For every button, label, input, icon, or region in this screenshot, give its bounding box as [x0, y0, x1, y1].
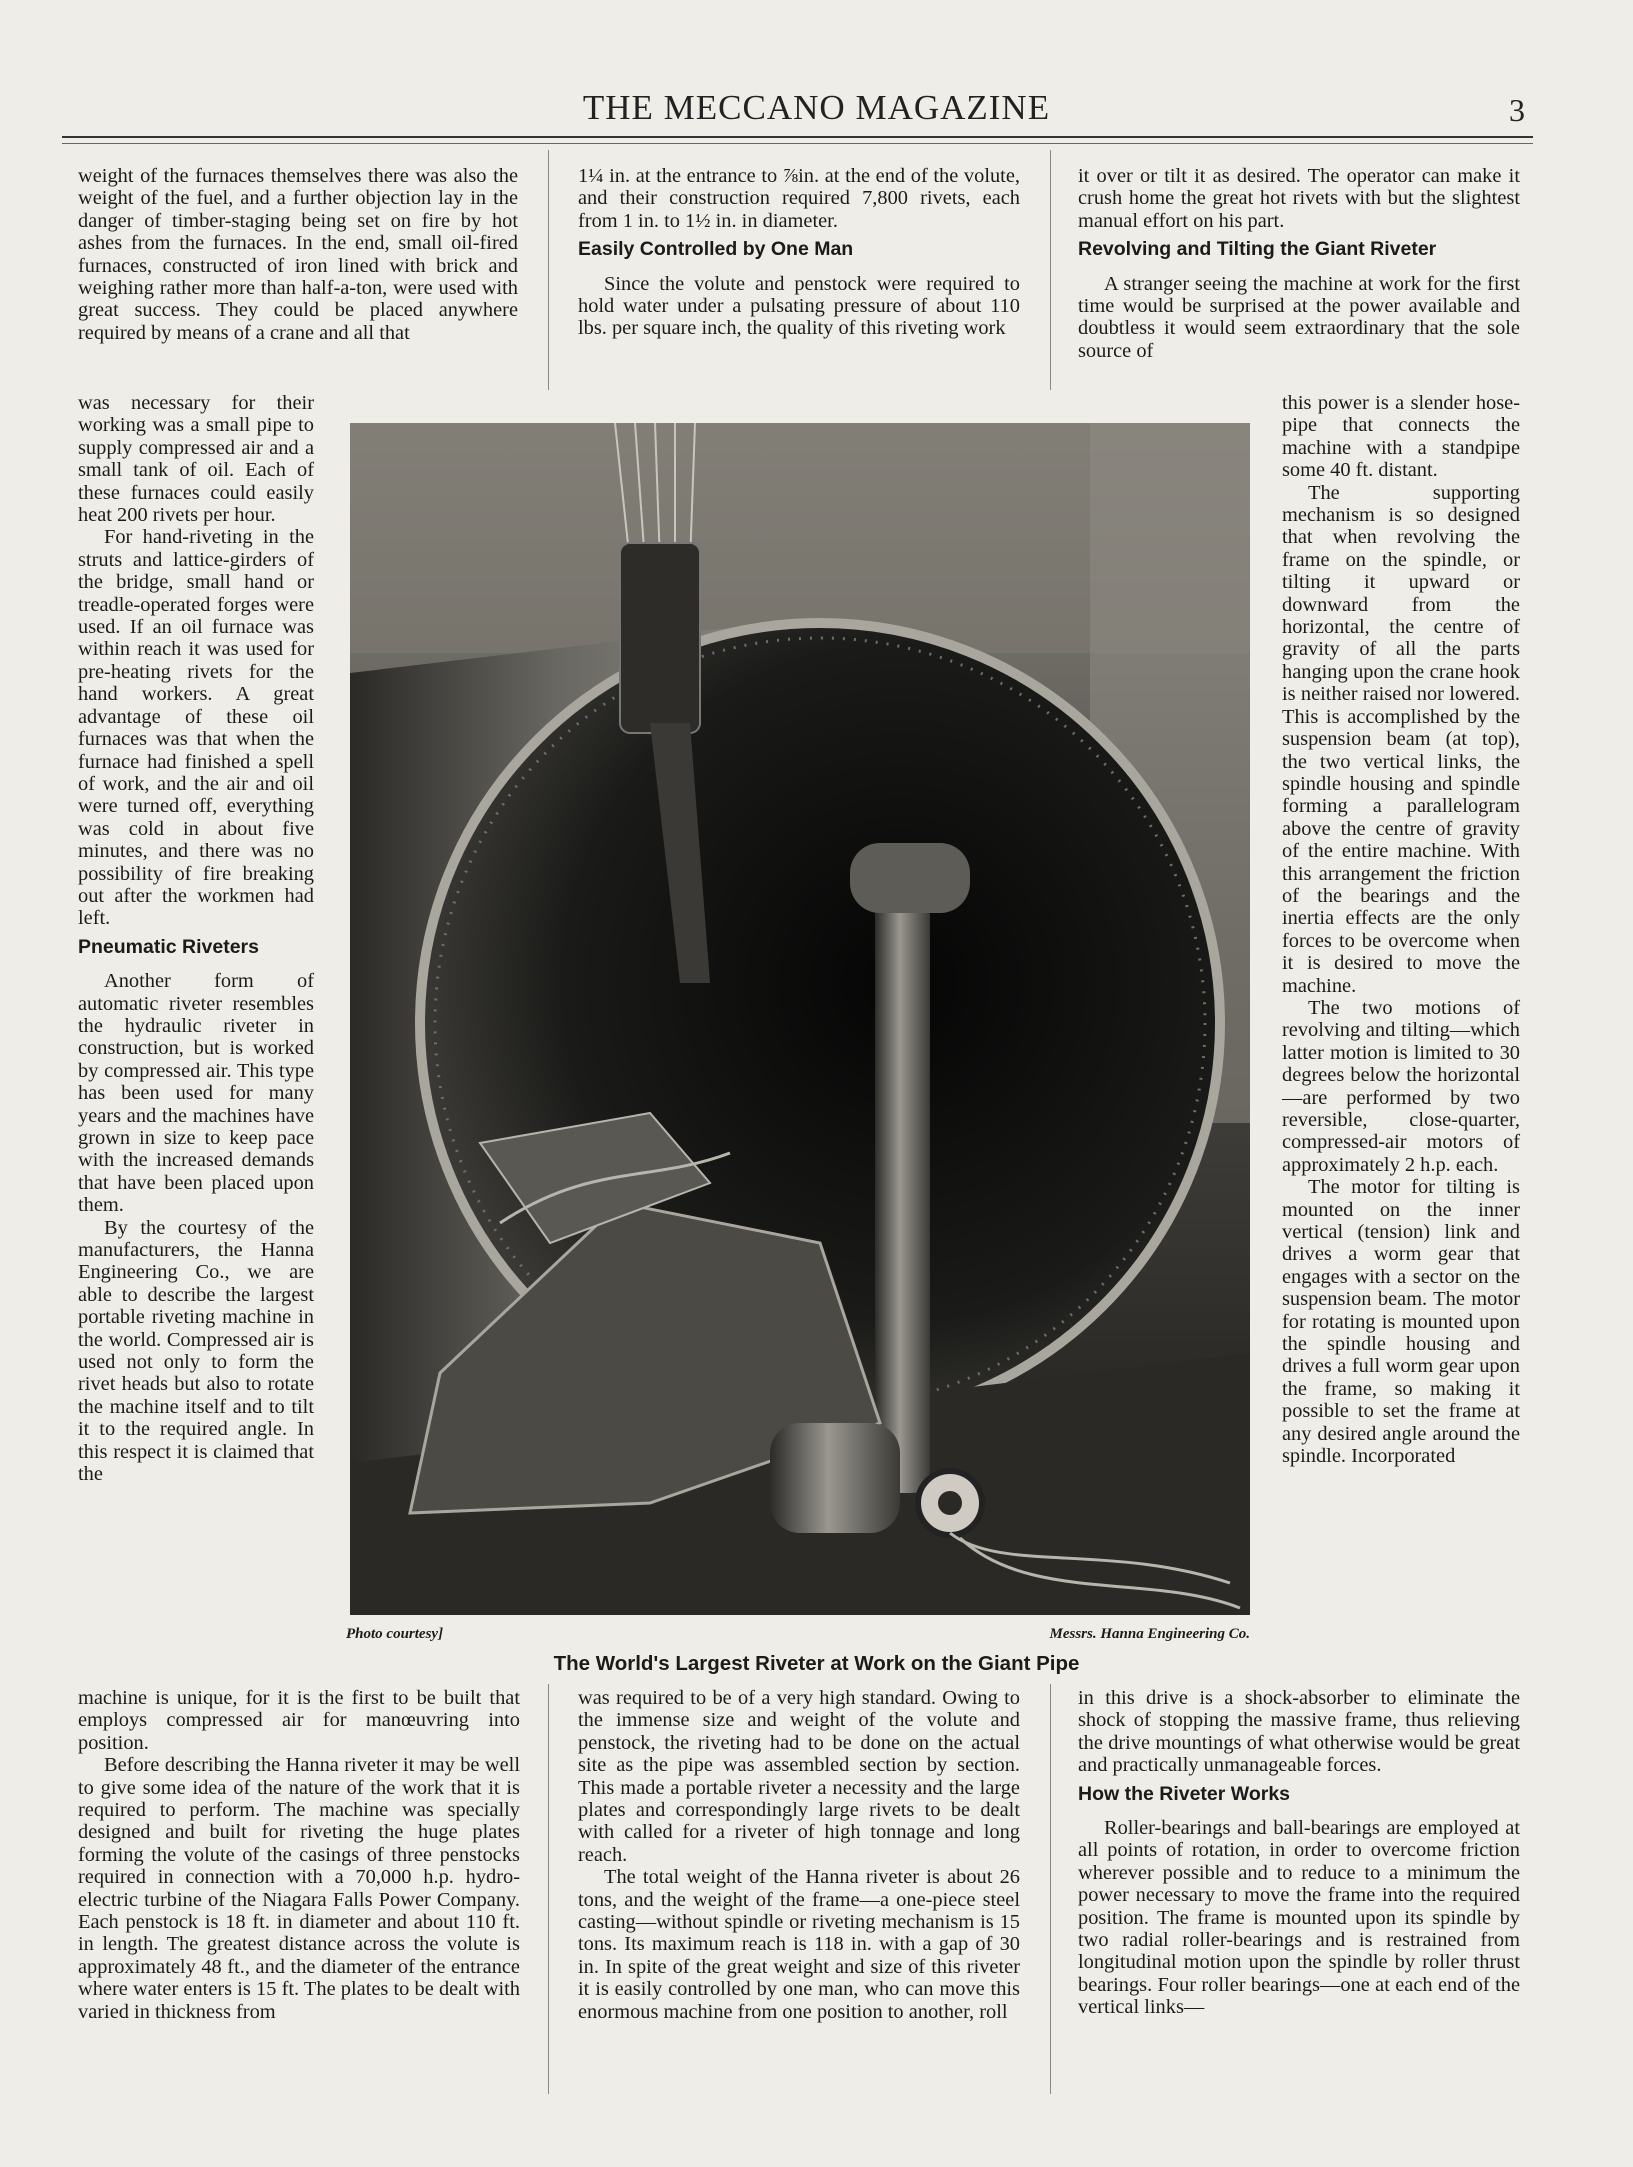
vertical-link [875, 853, 930, 1493]
paragraph: The motor for tilting is mounted on the inner vertical (tension) link and drives a worm gear that engages with a sector on the suspension beam. The motor for rotating is mounted upon the spindle housing and drives a full worm gear upon the frame, so making it possible to set the frame at any desired angle around the spindle. Incorporated [1282, 1176, 1520, 1468]
header-rule-thin [62, 143, 1533, 144]
header-rule [62, 136, 1533, 138]
paragraph: For hand-riveting in the struts and lattice-girders of the bridge, small hand or treadle-operated forges were used. If an oil furnace was within reach it was used for pre-heating rivets for the hand workers. A great advantage of these oil furnaces was that when the furnace had finished a spell of work, and the air and oil were turned off, everything was cold in about five minutes, and there was no possibility of fire breaking out after the workmen had left. [78, 526, 314, 930]
paragraph: The supporting mechanism is so designed that when revolving the frame on the spindle, or tilting it upward or downward from the horizontal, the centre of gravity of all the parts hanging upon the crane hook is neither raised nor lowered. This is accomplished by the suspension beam (at top), the two vertical links, the spindle housing and spindle forming a parallelogram above the centre of gravity of the entire machine. With this arrangement the friction of the bearings and the inertia effects are the only forces to be overcome when it is desired to move the machine. [1282, 481, 1520, 997]
motor-housing [770, 1423, 900, 1533]
vertical-link-top [850, 843, 970, 913]
paragraph: machine is unique, for it is the first to be built that employs compressed air for manœuvring into position. [78, 1687, 520, 1754]
section-heading-how-it-works: How the Riveter Works [1078, 1782, 1291, 1805]
column-divider-4 [1050, 1684, 1051, 2094]
column-2-top [578, 165, 1020, 340]
column-3-bottom [1078, 1687, 1520, 2019]
column-3-narrow [1282, 392, 1520, 1468]
paragraph: Roller-bearings and ball-bearings are employed at all points of rotation, in order to overcome friction wherever possible and to reduce to a minimum the power necessary to move the frame into the required position. The frame is mounted upon its spindle by two radial roller-bearings and is restrained from longitudinal motion upon the spindle by roller thrust bearings. Four roller bearings—one at each end of the vertical links— [1078, 1817, 1520, 2019]
column-1-bottom [78, 1687, 520, 2023]
riveter-photograph [350, 423, 1250, 1615]
paragraph: this power is a slender hose-pipe that connects the machine with a standpipe some 40 ft. distant. [1282, 392, 1520, 482]
paragraph: Since the volute and penstock were required to hold water under a pulsating pressure of about 110 lbs. per square inch, the quality of this riveting work [578, 272, 1020, 340]
paragraph: was necessary for their working was a small pipe to supply compressed air and a small tank of oil. Each of these furnaces could easily heat 200 rivets per hour. [78, 392, 314, 527]
paragraph: Another form of automatic riveter resembles the hydraulic riveter in construction, but is worked by compressed air. This type has been used for many years and the machines have grown in size to keep pace with the increased demands that have been placed upon them. [78, 970, 314, 1217]
section-heading-easily-controlled: Easily Controlled by One Man [578, 238, 854, 261]
photo-credit-left: Photo courtesy] [346, 1626, 444, 1642]
photo-credit-right: Messrs. Hanna Engineering Co. [1049, 1626, 1250, 1642]
section-heading-revolving: Revolving and Tilting the Giant Riveter [1078, 238, 1437, 261]
paragraph: in this drive is a shock-absorber to eliminate the shock of stopping the massive frame, thus relieving the drive mountings of what otherwise would be great and practically unmanageable forces. [1078, 1687, 1520, 1777]
column-3-top [1078, 165, 1520, 362]
column-1-narrow [78, 392, 314, 1486]
column-2-bottom [578, 1687, 1020, 2023]
spindle-nut [938, 1491, 962, 1515]
column-divider-3 [548, 1684, 549, 2094]
column-divider-1 [548, 150, 549, 390]
paragraph: weight of the furnaces themselves there was also the weight of the fuel, and a further objection lay in the danger of timber-staging being set on fire by hot ashes from the furnaces. In the end, small oil-fired furnaces, constructed of iron lined with brick and weighing rather more than half-a-ton, were used with great success. They could be placed anywhere required by means of a crane and all that [78, 165, 518, 344]
figure-caption: The World's Largest Riveter at Work on the Giant Pipe [553, 1652, 1080, 1675]
paragraph: Before describing the Hanna riveter it may be well to give some idea of the nature of the work that it is required to perform. The machine was specially designed and built for riveting the huge plates forming the volute of the casings of three penstocks required in connection with a 70,000 h.p. hydro-electric turbine of the Niagara Falls Power Company. Each penstock is 18 ft. in diameter and about 110 ft. in length. The greatest distance across the volute is approximately 48 ft., and the diameter of the entrance where water enters is 15 ft. The plates to be dealt with varied in thickness from [78, 1754, 520, 2023]
paragraph: The total weight of the Hanna riveter is about 26 tons, and the weight of the frame—a one-piece steel casting—without spindle or riveting mechanism is 15 tons. Its maximum reach is 118 in. with a gap of 30 in. In spite of the great weight and size of this riveter it is easily controlled by one man, who can move this enormous machine from one position to another, roll [578, 1866, 1020, 2023]
page-number: 3 [1509, 92, 1525, 128]
paragraph: A stranger seeing the machine at work for the first time would be surprised at the power available and doubtless it would seem extraordinary that the sole source of [1078, 272, 1520, 362]
column-1-top [78, 165, 518, 344]
paragraph: By the courtesy of the manufacturers, the Hanna Engineering Co., we are able to describe the largest portable riveting machine in the world. Compressed air is used not only to form the rivet heads but also to rotate the machine itself and to tilt it to the required angle. In this respect it is claimed that the [78, 1216, 314, 1486]
crane-hook-block [620, 543, 700, 733]
page-title: THE MECCANO MAGAZINE [582, 88, 1051, 127]
section-heading-pneumatic: Pneumatic Riveters [78, 935, 259, 958]
paragraph: was required to be of a very high standard. Owing to the immense size and weight of the volute and penstock, the riveting had to be done on the actual site as the pipe was assembled section by section. This made a portable riveter a necessity and the large plates and correspondingly large rivets to be dealt with called for a riveter of high tonnage and long reach. [578, 1687, 1020, 1866]
paragraph: The two motions of revolving and tilting—which latter motion is limited to 30 degrees below the horizontal—are performed by two reversible, close-quarter, compressed-air motors of approximately 2 h.p. each. [1282, 996, 1520, 1176]
paragraph: 1¼ in. at the entrance to ⅞in. at the end of the volute, and their construction required 7,800 rivets, each from 1 in. to 1½ in. in diameter. [578, 165, 1020, 232]
paragraph: it over or tilt it as desired. The operator can make it crush home the great hot rivets with but the slightest manual effort on his part. [1078, 165, 1520, 232]
column-divider-2 [1050, 150, 1051, 390]
